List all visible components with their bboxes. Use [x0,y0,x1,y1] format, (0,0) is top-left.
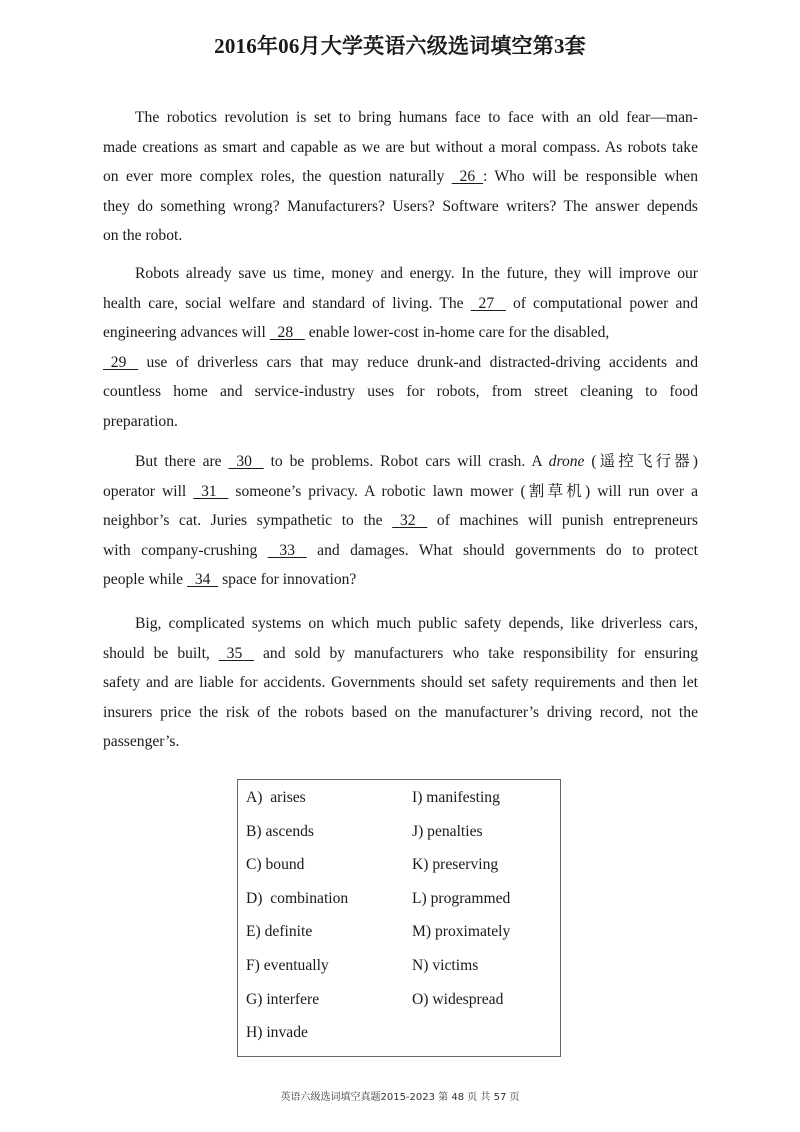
paragraph-4 [103,609,698,757]
blank-number: 30 [236,453,252,470]
text-line [103,348,698,378]
text: (遥控飞行器) [584,453,698,470]
text: Robots already save us time, money and energy. In the future, they will improve our [135,265,698,282]
text: people while [103,571,188,589]
blank-34[interactable] [187,565,218,595]
text: they do something wrong? Manufacturers? Users? Software writers? The answer depends [103,197,698,215]
text: preparation. [103,412,178,430]
text-line [103,698,698,728]
blank-31[interactable] [193,477,228,507]
page-title: 2016年06月大学英语六级选词填空第3套 [214,34,586,58]
blank-28[interactable] [270,318,305,348]
text: The robotics revolution is set to bring humans face to face with an old fear—man- [135,109,698,126]
text: should be built, [103,644,219,662]
blank-number: 27 [478,294,495,312]
text: space for innovation? [218,571,357,589]
text: with company-crushing [103,541,268,559]
option-f[interactable]: F) eventually [246,957,329,974]
text-line [103,318,698,348]
text: neighbor’s cat. Juries sympathetic to the [103,512,393,530]
text: on ever more complex roles, the question naturally [103,168,452,186]
option-o[interactable]: O) widespread [412,991,504,1008]
paragraph-3 [103,447,698,595]
text: use of driverless cars that may reduce drunk-and distracted-driving accidents and [138,353,698,371]
blank-35[interactable] [219,639,254,669]
page-footer: 英语六级选词填空真题2015-2023 第 48 页 共 57 页 [280,1092,520,1103]
text-line [103,259,698,289]
text: and sold by manufacturers who take responsibility for ensuring [253,644,699,662]
blank-number: 26 [459,168,476,186]
text: passenger’s. [103,733,180,751]
text: of computational power and [505,294,698,312]
option-n[interactable]: N) victims [412,957,479,974]
blank-32[interactable] [392,506,427,536]
option-k[interactable]: K) preserving [412,856,499,873]
italic-term: drone [548,453,585,470]
option-d[interactable]: D) combination [246,890,349,907]
text: enable lower-cost in-home care for the disabled, [304,324,610,342]
text: made creations as smart and capable as we are but without a moral compass. As robots take [103,138,698,156]
text-line [103,609,698,639]
option-g[interactable]: G) interfere [246,991,320,1008]
text: But there are [135,453,229,470]
text-line [103,407,698,437]
text-line [103,727,698,757]
text: engineering advances will [103,324,270,342]
blank-26[interactable] [452,162,483,192]
option-m[interactable]: M) proximately [412,923,511,940]
text: insurers price the risk of the robots based on the manufacturer’s driving record, not the [103,703,698,721]
text-line [103,477,698,507]
text-line [103,192,698,222]
blank-33[interactable] [268,536,307,566]
blank-number: 32 [399,512,416,530]
text: someone’s privacy. A robotic lawn mower (割草机) will run over a [228,482,698,500]
text: health care, social welfare and standard of living. The [103,294,471,312]
text-line [103,506,698,536]
text: and damages. What should governments do to protect [306,541,698,559]
option-j[interactable]: J) penalties [412,823,483,840]
text: of machines will punish entrepreneurs [427,512,698,530]
text-line [103,133,698,163]
text: countless home and service-industry uses for robots, from street cleaning to food [103,383,698,401]
option-b[interactable]: B) ascends [246,823,314,840]
text: to be problems. Robot cars will crash. A [263,453,549,470]
option-l[interactable]: L) programmed [412,890,511,907]
blank-number: 28 [277,324,294,342]
text-line [103,377,698,407]
text-line [103,536,698,566]
paragraph-2 [103,259,698,437]
blank-number: 31 [201,482,217,500]
text-line [103,668,698,698]
option-e[interactable]: E) definite [246,923,313,940]
option-h[interactable]: H) invade [246,1024,308,1041]
text-line [103,565,698,595]
text-line [103,289,698,319]
blank-number: 35 [226,644,243,662]
text: operator will [103,482,194,500]
text-line [103,103,698,133]
option-i[interactable]: I) manifesting [412,789,500,806]
blank-30[interactable] [229,447,264,477]
text: on the robot. [103,227,183,245]
text: Big, complicated systems on which much public safety depends, like driverless cars, [135,615,698,632]
blank-number: 29 [110,353,127,371]
blank-29[interactable] [103,348,138,378]
text-line [103,221,698,251]
blank-number: 33 [279,541,295,559]
blank-number: 34 [194,571,211,589]
paragraph-1 [103,103,698,251]
option-c[interactable]: C) bound [246,856,305,873]
text: safety and are liable for accidents. Governments should set safety requirements and then let [103,674,698,692]
blank-27[interactable] [471,289,506,319]
text-line [103,447,698,477]
word-bank [237,779,561,1057]
text-line [103,639,698,669]
text: : Who will be responsible when [482,168,698,186]
text-line [103,162,698,192]
option-a[interactable]: A) arises [246,789,306,806]
